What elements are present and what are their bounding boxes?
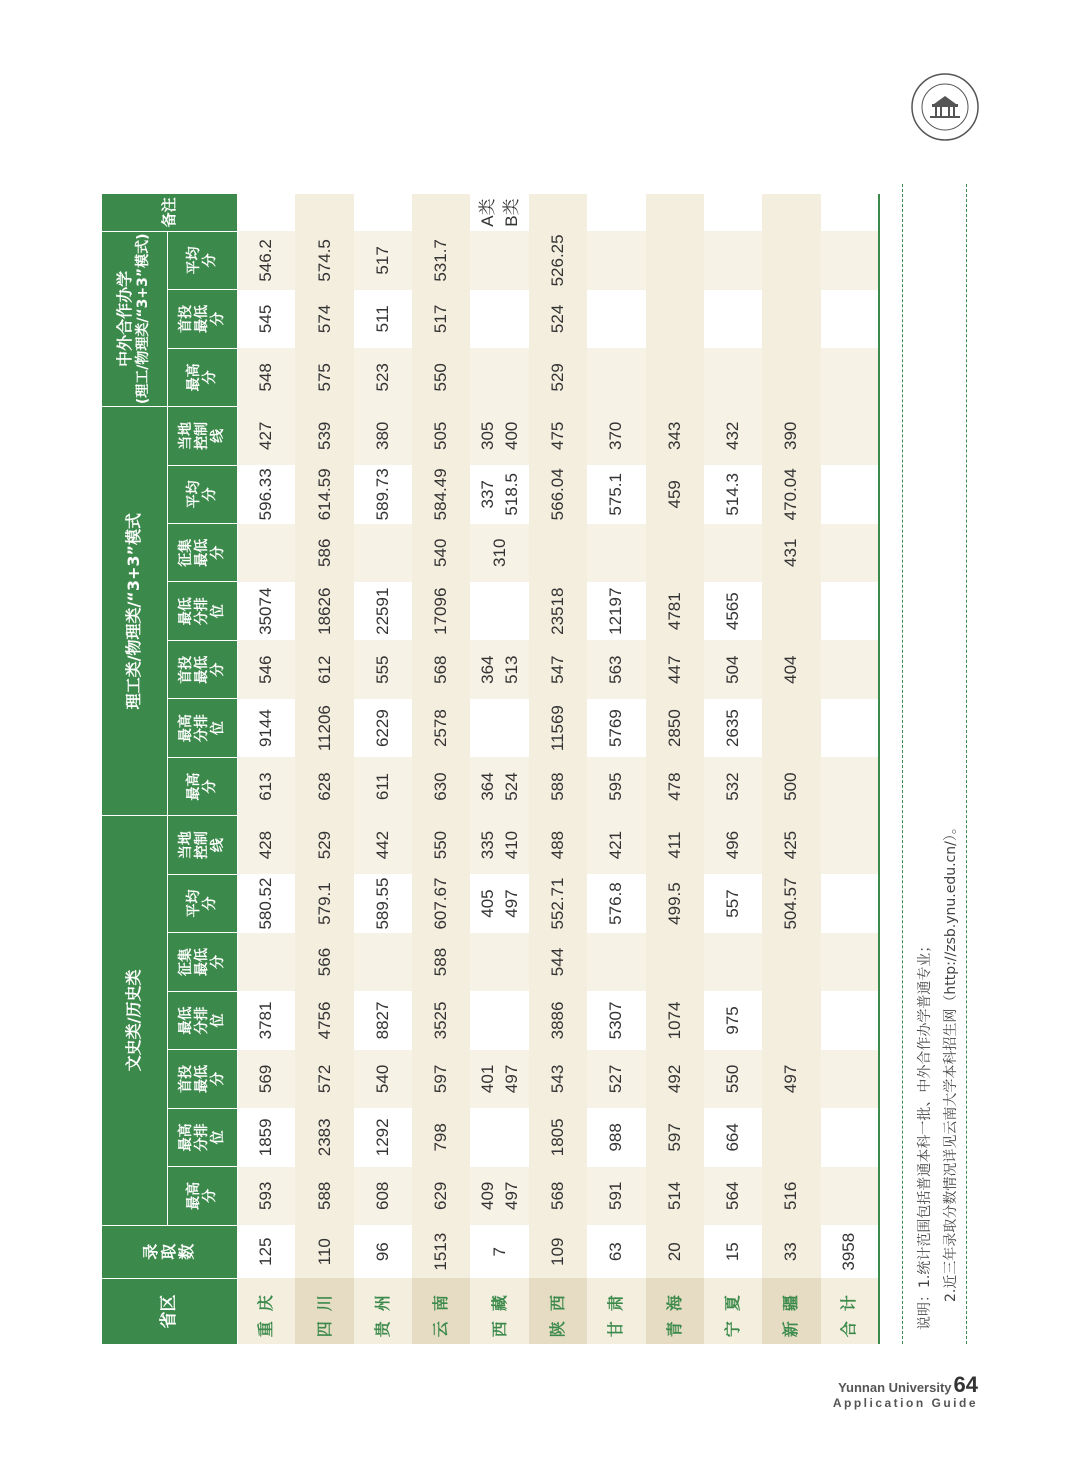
coop-cell: 546.2 bbox=[237, 231, 295, 289]
science-cell: 475 bbox=[529, 407, 587, 466]
science-cell bbox=[587, 524, 645, 582]
note-cell bbox=[412, 194, 470, 231]
arts-cell-line: 497 bbox=[501, 1064, 521, 1094]
science-cell: 588 bbox=[529, 757, 587, 815]
coop-cell bbox=[470, 290, 528, 348]
arts-cell-line: 497 bbox=[501, 889, 521, 918]
header-sub-max: 最高分 bbox=[167, 757, 237, 815]
science-cell bbox=[354, 524, 412, 582]
arts-cell: 3525 bbox=[412, 991, 470, 1049]
science-cell: 11569 bbox=[529, 699, 587, 757]
arts-cell-line: 410 bbox=[501, 830, 521, 860]
science-cell: 575.1 bbox=[587, 465, 645, 523]
science-cell: 612 bbox=[295, 640, 353, 698]
header-arts-group: 文史类/历史类 bbox=[102, 816, 167, 1225]
note-cell bbox=[762, 194, 820, 231]
arts-cell: 544 bbox=[529, 933, 587, 991]
science-cell: 555 bbox=[354, 640, 412, 698]
dashed-divider-top bbox=[902, 184, 903, 1344]
province-cell: 西藏 bbox=[470, 1278, 528, 1344]
footer-university: Yunnan University bbox=[838, 1380, 952, 1395]
note-cell bbox=[354, 194, 412, 231]
coop-cell bbox=[704, 348, 762, 406]
coop-cell bbox=[646, 348, 704, 406]
arts-cell: 428 bbox=[237, 816, 295, 875]
science-cell bbox=[470, 582, 528, 640]
science-cell bbox=[470, 465, 528, 523]
arts-cell: 543 bbox=[529, 1050, 587, 1108]
arts-cell bbox=[821, 1108, 879, 1166]
arts-cell bbox=[470, 874, 528, 932]
science-cell: 514.3 bbox=[704, 465, 762, 523]
arts-cell: 492 bbox=[646, 1050, 704, 1108]
science-cell bbox=[821, 524, 879, 582]
arts-cell: 597 bbox=[646, 1108, 704, 1166]
science-cell-line: 524 bbox=[501, 772, 521, 801]
coop-cell: 526.25 bbox=[529, 231, 587, 289]
science-cell: 589.73 bbox=[354, 465, 412, 523]
note-cell-line: B类 bbox=[501, 198, 521, 227]
arts-cell: 499.5 bbox=[646, 874, 704, 932]
science-cell: 431 bbox=[762, 524, 820, 582]
coop-cell: 574 bbox=[295, 290, 353, 348]
science-cell bbox=[821, 640, 879, 698]
coop-cell: 575 bbox=[295, 348, 353, 406]
arts-cell: 579.1 bbox=[295, 874, 353, 932]
coop-cell: 529 bbox=[529, 348, 587, 406]
arts-cell: 8827 bbox=[354, 991, 412, 1049]
note-cell bbox=[587, 194, 645, 231]
arts-cell-line: 335 bbox=[477, 830, 497, 860]
footer-guide: Application Guide bbox=[832, 1396, 978, 1410]
rotated-page bbox=[102, 164, 959, 1344]
enrolled-cell: 125 bbox=[237, 1225, 295, 1278]
science-cell: 404 bbox=[762, 640, 820, 698]
enrolled-cell: 3958 bbox=[821, 1225, 879, 1278]
header-sub-ctrl: 当地控制线 bbox=[167, 407, 237, 466]
enrolled-cell: 20 bbox=[646, 1225, 704, 1278]
arts-cell: 3886 bbox=[529, 991, 587, 1049]
province-cell: 宁夏 bbox=[704, 1278, 762, 1344]
header-coop-group bbox=[102, 231, 167, 406]
coop-cell bbox=[470, 348, 528, 406]
arts-cell: 580.52 bbox=[237, 874, 295, 932]
science-cell-line: 337 bbox=[477, 480, 497, 509]
science-cell bbox=[646, 524, 704, 582]
arts-cell: 607.67 bbox=[412, 874, 470, 932]
coop-cell: 517 bbox=[354, 231, 412, 289]
science-cell bbox=[821, 699, 879, 757]
science-cell-line: 305 bbox=[477, 421, 497, 451]
coop-cell: 511 bbox=[354, 290, 412, 348]
header-sub-min-rank: 最低分排位 bbox=[167, 991, 237, 1049]
header-sub-zheng-min: 征集最低分 bbox=[167, 933, 237, 991]
science-cell: 22591 bbox=[354, 582, 412, 640]
science-cell: 11206 bbox=[295, 699, 353, 757]
admission-score-table bbox=[102, 194, 880, 1344]
arts-cell bbox=[587, 933, 645, 991]
enrolled-cell: 15 bbox=[704, 1225, 762, 1278]
arts-cell: 1859 bbox=[237, 1108, 295, 1166]
arts-cell bbox=[821, 816, 879, 875]
table-row bbox=[762, 194, 820, 1344]
science-cell: 9144 bbox=[237, 699, 295, 757]
arts-cell bbox=[821, 1050, 879, 1108]
arts-cell: 411 bbox=[646, 816, 704, 875]
note-cell bbox=[646, 194, 704, 231]
note-cell-line: A类 bbox=[477, 198, 497, 227]
science-cell: 4565 bbox=[704, 582, 762, 640]
science-cell: 478 bbox=[646, 757, 704, 815]
table-row bbox=[821, 194, 879, 1344]
arts-cell: 557 bbox=[704, 874, 762, 932]
header-sub-first-min: 首投最低分 bbox=[167, 1050, 237, 1108]
science-cell: 390 bbox=[762, 407, 820, 466]
table-row bbox=[470, 194, 528, 1344]
table-row bbox=[295, 194, 353, 1344]
enrolled-cell: 1513 bbox=[412, 1225, 470, 1278]
science-cell: 17096 bbox=[412, 582, 470, 640]
arts-cell bbox=[470, 816, 528, 875]
arts-cell bbox=[470, 1167, 528, 1225]
arts-cell bbox=[237, 933, 295, 991]
science-cell: 432 bbox=[704, 407, 762, 466]
enrolled-cell: 7 bbox=[470, 1225, 528, 1278]
coop-cell bbox=[762, 290, 820, 348]
university-seal-logo bbox=[910, 72, 980, 142]
science-cell: 2850 bbox=[646, 699, 704, 757]
arts-cell bbox=[762, 933, 820, 991]
arts-cell: 988 bbox=[587, 1108, 645, 1166]
coop-cell bbox=[762, 231, 820, 289]
science-cell: 2578 bbox=[412, 699, 470, 757]
header-sub-min-rank: 最低分排位 bbox=[167, 582, 237, 640]
science-cell bbox=[704, 524, 762, 582]
arts-cell: 564 bbox=[704, 1167, 762, 1225]
science-cell bbox=[762, 582, 820, 640]
arts-cell: 488 bbox=[529, 816, 587, 875]
arts-cell: 496 bbox=[704, 816, 762, 875]
arts-cell: 566 bbox=[295, 933, 353, 991]
arts-cell bbox=[470, 933, 528, 991]
coop-cell: 517 bbox=[412, 290, 470, 348]
note-cell bbox=[821, 194, 879, 231]
science-cell bbox=[821, 757, 879, 815]
science-cell bbox=[470, 407, 528, 466]
science-cell: 6229 bbox=[354, 699, 412, 757]
coop-cell bbox=[704, 290, 762, 348]
coop-cell: 524 bbox=[529, 290, 587, 348]
coop-cell bbox=[587, 231, 645, 289]
header-sub-ctrl: 当地控制线 bbox=[167, 816, 237, 875]
science-cell: 539 bbox=[295, 407, 353, 466]
page-footer bbox=[833, 1372, 978, 1410]
arts-cell: 568 bbox=[529, 1167, 587, 1225]
header-enrolled: 录取数 bbox=[102, 1225, 237, 1278]
arts-cell: 4756 bbox=[295, 991, 353, 1049]
coop-cell bbox=[762, 348, 820, 406]
science-cell: 540 bbox=[412, 524, 470, 582]
arts-cell: 589.55 bbox=[354, 874, 412, 932]
science-cell: 566.04 bbox=[529, 465, 587, 523]
note-cell bbox=[237, 194, 295, 231]
header-sub-first-min: 首投最低分 bbox=[167, 640, 237, 698]
coop-cell bbox=[821, 348, 879, 406]
arts-cell: 975 bbox=[704, 991, 762, 1049]
science-cell: 505 bbox=[412, 407, 470, 466]
arts-cell bbox=[470, 991, 528, 1049]
table-row bbox=[354, 194, 412, 1344]
science-cell: 12197 bbox=[587, 582, 645, 640]
science-cell: 614.59 bbox=[295, 465, 353, 523]
coop-cell bbox=[470, 231, 528, 289]
science-cell bbox=[529, 524, 587, 582]
science-cell: 630 bbox=[412, 757, 470, 815]
province-cell: 陕西 bbox=[529, 1278, 587, 1344]
science-cell: 504 bbox=[704, 640, 762, 698]
enrolled-cell: 110 bbox=[295, 1225, 353, 1278]
arts-cell: 516 bbox=[762, 1167, 820, 1225]
science-cell: 596.33 bbox=[237, 465, 295, 523]
header-coop-line2: (理工/物理类/“3+3”模式) bbox=[135, 233, 152, 405]
arts-cell bbox=[646, 933, 704, 991]
coop-cell: 523 bbox=[354, 348, 412, 406]
science-cell: 595 bbox=[587, 757, 645, 815]
science-cell: 532 bbox=[704, 757, 762, 815]
arts-cell: 5307 bbox=[587, 991, 645, 1049]
science-cell: 35074 bbox=[237, 582, 295, 640]
science-cell-line: 513 bbox=[501, 655, 521, 684]
arts-cell: 552.71 bbox=[529, 874, 587, 932]
science-cell: 23518 bbox=[529, 582, 587, 640]
province-cell: 甘肃 bbox=[587, 1278, 645, 1344]
header-province: 省区 bbox=[102, 1278, 237, 1344]
note-line-2: 2.近三年录取分数情况详见云南大学本科招生网（http://zsb.ynu.edu.cn/）。 bbox=[943, 820, 959, 1302]
arts-cell: 540 bbox=[354, 1050, 412, 1108]
science-cell: 4781 bbox=[646, 582, 704, 640]
arts-cell bbox=[821, 1167, 879, 1225]
science-cell: 546 bbox=[237, 640, 295, 698]
table-row bbox=[587, 194, 645, 1344]
header-sub-max: 最高分 bbox=[167, 348, 237, 406]
science-cell: 343 bbox=[646, 407, 704, 466]
coop-cell bbox=[587, 348, 645, 406]
science-cell bbox=[470, 757, 528, 815]
header-sub-zheng-min: 征集最低分 bbox=[167, 524, 237, 582]
arts-cell: 3781 bbox=[237, 991, 295, 1049]
table-row bbox=[704, 194, 762, 1344]
arts-cell: 1074 bbox=[646, 991, 704, 1049]
science-cell: 370 bbox=[587, 407, 645, 466]
arts-cell: 421 bbox=[587, 816, 645, 875]
arts-cell: 1805 bbox=[529, 1108, 587, 1166]
coop-cell: 548 bbox=[237, 348, 295, 406]
science-cell: 584.49 bbox=[412, 465, 470, 523]
arts-cell: 588 bbox=[412, 933, 470, 991]
header-sub-max-rank: 最高分排位 bbox=[167, 699, 237, 757]
science-cell: 427 bbox=[237, 407, 295, 466]
arts-cell bbox=[821, 874, 879, 932]
arts-cell: 1292 bbox=[354, 1108, 412, 1166]
science-cell: 310 bbox=[470, 524, 528, 582]
province-cell: 合计 bbox=[821, 1278, 879, 1344]
coop-cell bbox=[587, 290, 645, 348]
science-cell: 18626 bbox=[295, 582, 353, 640]
province-cell: 四川 bbox=[295, 1278, 353, 1344]
arts-cell bbox=[470, 1108, 528, 1166]
arts-cell: 550 bbox=[412, 816, 470, 875]
coop-cell: 574.5 bbox=[295, 231, 353, 289]
province-cell: 云南 bbox=[412, 1278, 470, 1344]
coop-cell: 531.7 bbox=[412, 231, 470, 289]
arts-cell-line: 409 bbox=[477, 1181, 497, 1210]
coop-cell: 545 bbox=[237, 290, 295, 348]
science-cell bbox=[470, 640, 528, 698]
arts-cell: 527 bbox=[587, 1050, 645, 1108]
arts-cell bbox=[821, 933, 879, 991]
province-cell: 贵州 bbox=[354, 1278, 412, 1344]
note-cell bbox=[295, 194, 353, 231]
science-cell: 2635 bbox=[704, 699, 762, 757]
header-sub-max: 最高分 bbox=[167, 1167, 237, 1225]
arts-cell: 664 bbox=[704, 1108, 762, 1166]
header-sub-first-min: 首投最低分 bbox=[167, 290, 237, 348]
science-cell: 5769 bbox=[587, 699, 645, 757]
science-cell: 628 bbox=[295, 757, 353, 815]
header-science-group: 理工类/物理类/“3+3”模式 bbox=[102, 407, 167, 816]
header-sub-avg: 平均分 bbox=[167, 465, 237, 523]
arts-cell: 514 bbox=[646, 1167, 704, 1225]
coop-cell: 550 bbox=[412, 348, 470, 406]
arts-cell: 504.57 bbox=[762, 874, 820, 932]
province-cell: 青海 bbox=[646, 1278, 704, 1344]
dashed-divider-bottom bbox=[966, 184, 967, 1344]
coop-cell bbox=[646, 231, 704, 289]
arts-cell bbox=[354, 933, 412, 991]
note-cell bbox=[529, 194, 587, 231]
header-sub-max-rank: 最高分排位 bbox=[167, 1108, 237, 1166]
science-cell bbox=[762, 699, 820, 757]
enrolled-cell: 96 bbox=[354, 1225, 412, 1278]
arts-cell-line: 405 bbox=[477, 889, 497, 918]
science-cell bbox=[821, 407, 879, 466]
science-cell: 586 bbox=[295, 524, 353, 582]
arts-cell-line: 401 bbox=[477, 1064, 497, 1094]
table-row bbox=[646, 194, 704, 1344]
table-row bbox=[412, 194, 470, 1344]
science-cell-line: 518.5 bbox=[501, 473, 521, 516]
arts-cell-line: 497 bbox=[501, 1181, 521, 1210]
enrolled-cell: 109 bbox=[529, 1225, 587, 1278]
province-cell: 新疆 bbox=[762, 1278, 820, 1344]
arts-cell bbox=[762, 991, 820, 1049]
science-cell: 613 bbox=[237, 757, 295, 815]
science-cell-line: 364 bbox=[477, 772, 497, 801]
science-cell bbox=[237, 524, 295, 582]
note-cell bbox=[470, 194, 528, 231]
arts-cell: 2383 bbox=[295, 1108, 353, 1166]
arts-cell bbox=[704, 933, 762, 991]
coop-cell bbox=[704, 231, 762, 289]
science-cell: 611 bbox=[354, 757, 412, 815]
arts-cell: 550 bbox=[704, 1050, 762, 1108]
enrolled-cell: 33 bbox=[762, 1225, 820, 1278]
arts-cell: 593 bbox=[237, 1167, 295, 1225]
header-sub-avg: 平均分 bbox=[167, 231, 237, 289]
header-coop-line1: 中外合作办学 bbox=[115, 270, 135, 367]
arts-cell bbox=[762, 1108, 820, 1166]
arts-cell: 629 bbox=[412, 1167, 470, 1225]
arts-cell bbox=[470, 1050, 528, 1108]
note-cell bbox=[704, 194, 762, 231]
header-sub-avg: 平均分 bbox=[167, 874, 237, 932]
arts-cell: 497 bbox=[762, 1050, 820, 1108]
page-number: 64 bbox=[953, 1372, 978, 1397]
science-cell-line: 400 bbox=[501, 421, 521, 451]
header-note: 备注 bbox=[102, 194, 237, 231]
arts-cell: 597 bbox=[412, 1050, 470, 1108]
science-cell bbox=[821, 465, 879, 523]
coop-cell bbox=[821, 231, 879, 289]
coop-cell bbox=[646, 290, 704, 348]
science-cell: 380 bbox=[354, 407, 412, 466]
science-cell: 568 bbox=[412, 640, 470, 698]
science-cell-line: 364 bbox=[477, 655, 497, 684]
arts-cell: 572 bbox=[295, 1050, 353, 1108]
arts-cell: 425 bbox=[762, 816, 820, 875]
arts-cell bbox=[821, 991, 879, 1049]
science-cell: 470.04 bbox=[762, 465, 820, 523]
arts-cell: 529 bbox=[295, 816, 353, 875]
arts-cell: 576.8 bbox=[587, 874, 645, 932]
coop-cell bbox=[821, 290, 879, 348]
science-cell bbox=[821, 582, 879, 640]
arts-cell: 591 bbox=[587, 1167, 645, 1225]
arts-cell: 569 bbox=[237, 1050, 295, 1108]
science-cell: 563 bbox=[587, 640, 645, 698]
enrolled-cell: 63 bbox=[587, 1225, 645, 1278]
province-cell: 重庆 bbox=[237, 1278, 295, 1344]
science-cell: 500 bbox=[762, 757, 820, 815]
science-cell: 447 bbox=[646, 640, 704, 698]
science-cell: 547 bbox=[529, 640, 587, 698]
science-cell: 459 bbox=[646, 465, 704, 523]
arts-cell: 442 bbox=[354, 816, 412, 875]
arts-cell: 608 bbox=[354, 1167, 412, 1225]
note-line-1: 说明：1.统计范围包括普通本科一批、中外合作办学普通专业； bbox=[917, 938, 933, 1330]
table-row bbox=[529, 194, 587, 1344]
table-row bbox=[237, 194, 295, 1344]
science-cell bbox=[470, 699, 528, 757]
arts-cell: 588 bbox=[295, 1167, 353, 1225]
arts-cell: 798 bbox=[412, 1108, 470, 1166]
